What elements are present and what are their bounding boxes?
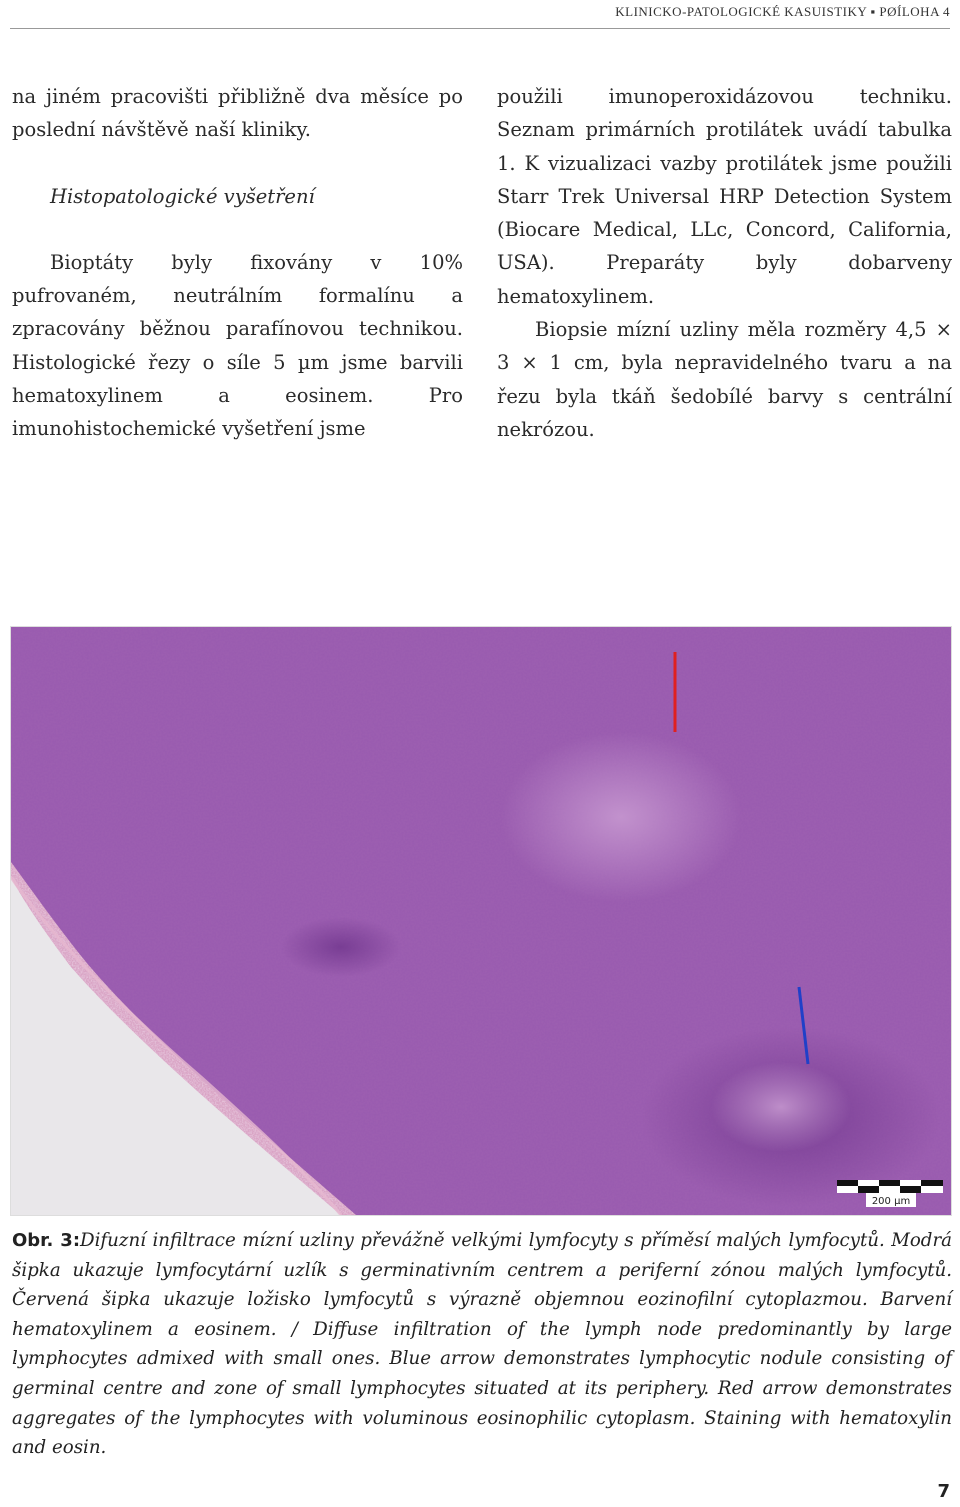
right-column — [497, 80, 952, 446]
caption-text: Difuzní infiltrace mízní uzliny převážně velkými lymfocyty s příměsí malých lymfocytů. Modrá šipka ukazuje lymfocytární uzlík s germinativním centrem a periferní zónou malých lymfocytů. Červená šipka ukazuje ložisko lymfocytů s výrazně objemnou eozinofilní cytoplazmou. Barvení hematoxylinem a eosinem. / Diffuse infiltration of the lymph node predominantly by large lymphocytes admixed with small ones. Blue arrow demonstrates lymphocytic nodule consisting of germinal centre and zone of small lymphocytes situated at its periphery. Red arrow demonstrates aggregates of the lymphocytes with voluminous eosinophilic cytoplasm. Staining with hematoxylin and eosin. — [12, 1230, 952, 1459]
figure-caption — [12, 1226, 952, 1463]
germinal-centre — [711, 1062, 851, 1152]
header-rule — [10, 28, 950, 29]
histology-micrograph — [11, 627, 951, 1215]
running-header: KLINICKO-PATOLOGICKÉ KASUISTIKY ▪ PØÍLOHA 4 — [615, 4, 950, 19]
left-paragraph-1: na jiném pracovišti přibližně dva měsíce po poslední návštěvě naší kliniky. — [12, 85, 463, 142]
left-column — [12, 80, 463, 446]
left-paragraph-2: Bioptáty byly fixovány v 10% pufrovaném, neutrálním formalínu a zpracovány běžnou parafínovou technikou. Histologické řezy o síle 5 µm jsme barvili hematoxylinem a eosinem. Pro imunohistochemické vyšetření jsme — [12, 250, 463, 441]
page-number: 7 — [937, 1481, 950, 1502]
right-paragraph-2: Biopsie mízní uzliny měla rozměry 4,5 × 3 × 1 cm, byla nepravidelného tvaru a na řezu byla tkáň šedobílé barvy s centrální nekrózou. — [497, 318, 952, 441]
scale-bar-label: 200 µm — [871, 1196, 911, 1207]
histology-figure — [10, 626, 952, 1216]
dark-focus — [281, 917, 401, 977]
section-heading: Histopatologické vyšetření — [50, 184, 315, 208]
right-paragraph-1: použili imunoperoxidázovou techniku. Seznam primárních protilátek uvádí tabulka 1. K vizualizaci vazby protilátek jsme použili Starr Trek Universal HRP Detection System (Biocare Medical, LLc, Concord, California, USA). Preparáty byly dobarveny hematoxylinem. — [497, 85, 952, 308]
eosinophilic-aggregate — [501, 732, 741, 902]
figure-label: Obr. 3: — [12, 1230, 81, 1251]
